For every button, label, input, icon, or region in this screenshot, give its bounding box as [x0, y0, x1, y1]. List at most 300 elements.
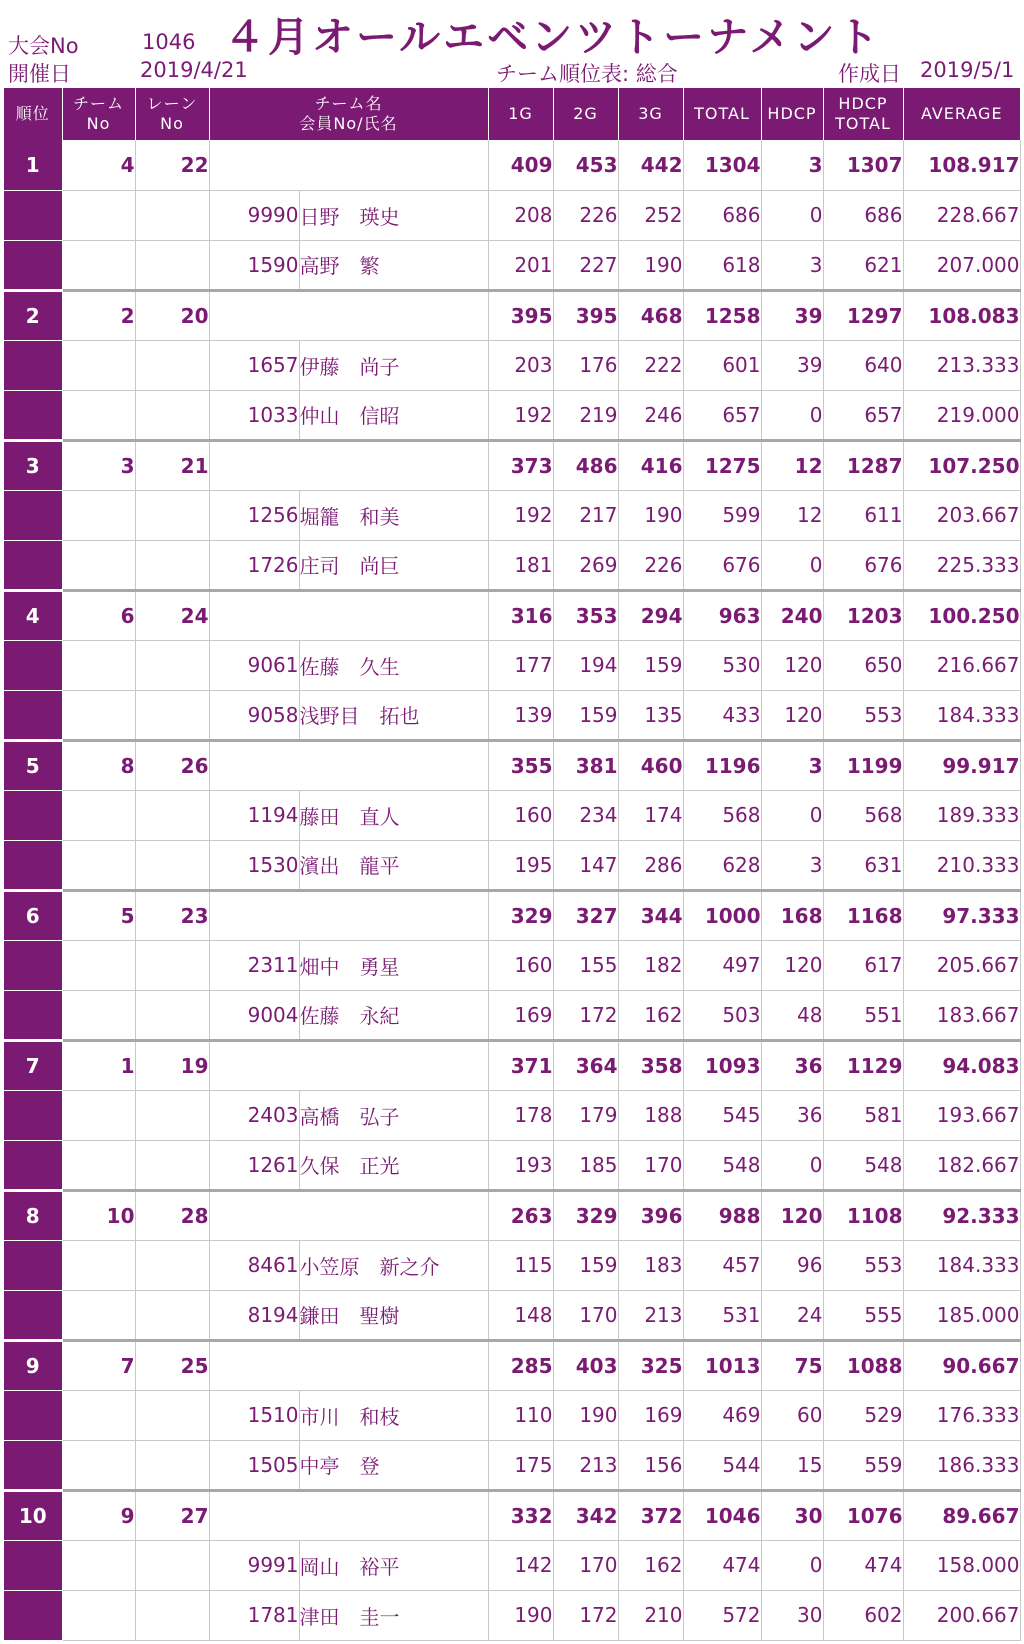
- rank-blank-cell: [4, 190, 62, 240]
- member-g3-cell: 246: [618, 390, 683, 440]
- lane-no-blank-cell: [135, 1590, 209, 1640]
- created-date: 2019/5/1: [920, 58, 1015, 82]
- member-no-cell: 2311: [209, 940, 299, 990]
- lane-no-cell: 24: [135, 590, 209, 640]
- team-row: [4, 140, 1020, 190]
- member-row: [4, 990, 1020, 1040]
- lane-no-blank-cell: [135, 240, 209, 290]
- rank-blank-cell: [4, 1290, 62, 1340]
- member-g2-cell: 194: [553, 640, 618, 690]
- member-total-cell: 457: [683, 1240, 761, 1290]
- member-hdcp-cell: 15: [761, 1440, 823, 1490]
- member-g3-cell: 169: [618, 1390, 683, 1440]
- member-hdcp-total-cell: 568: [823, 790, 903, 840]
- member-hdcp-total-cell: 676: [823, 540, 903, 590]
- member-hdcp-total-cell: 555: [823, 1290, 903, 1340]
- lane-no-blank-cell: [135, 790, 209, 840]
- team-g2-cell: 395: [553, 290, 618, 340]
- member-no-cell: 9004: [209, 990, 299, 1040]
- team-name-cell: [209, 1340, 488, 1390]
- member-average-cell: 225.333: [903, 540, 1020, 590]
- member-no-cell: 1033: [209, 390, 299, 440]
- team-hdcp-total-cell: 1088: [823, 1340, 903, 1390]
- member-hdcp-total-cell: 474: [823, 1540, 903, 1590]
- member-average-cell: 184.333: [903, 1240, 1020, 1290]
- lane-no-cell: 23: [135, 890, 209, 940]
- team-g3-cell: 468: [618, 290, 683, 340]
- rank-cell: 4: [4, 590, 62, 640]
- member-no-cell: 9061: [209, 640, 299, 690]
- lane-no-blank-cell: [135, 640, 209, 690]
- team-no-blank-cell: [62, 1240, 135, 1290]
- member-g3-cell: 188: [618, 1090, 683, 1140]
- lane-no-blank-cell: [135, 1390, 209, 1440]
- member-total-cell: 531: [683, 1290, 761, 1340]
- rank-cell: 6: [4, 890, 62, 940]
- rank-blank-cell: [4, 790, 62, 840]
- team-no-blank-cell: [62, 240, 135, 290]
- member-g2-cell: 227: [553, 240, 618, 290]
- member-g3-cell: 190: [618, 490, 683, 540]
- rank-blank-cell: [4, 690, 62, 740]
- member-no-cell: 8194: [209, 1290, 299, 1340]
- member-name-cell: 仲山 信昭: [299, 390, 488, 440]
- member-g2-cell: 226: [553, 190, 618, 240]
- member-g3-cell: 252: [618, 190, 683, 240]
- column-header-g1: 1G: [488, 88, 553, 140]
- column-header-total: TOTAL: [683, 88, 761, 140]
- member-g1-cell: 178: [488, 1090, 553, 1140]
- team-hdcp-cell: 75: [761, 1340, 823, 1390]
- team-name-cell: [209, 1490, 488, 1540]
- rank-cell: 8: [4, 1190, 62, 1240]
- member-row: [4, 1390, 1020, 1440]
- team-g2-cell: 403: [553, 1340, 618, 1390]
- rank-cell: 2: [4, 290, 62, 340]
- member-average-cell: 219.000: [903, 390, 1020, 440]
- member-total-cell: 548: [683, 1140, 761, 1190]
- member-row: [4, 1540, 1020, 1590]
- team-hdcp-total-cell: 1307: [823, 140, 903, 190]
- member-g1-cell: 142: [488, 1540, 553, 1590]
- member-name-cell: 藤田 直人: [299, 790, 488, 840]
- member-row: [4, 640, 1020, 690]
- lane-no-blank-cell: [135, 1290, 209, 1340]
- member-row: [4, 340, 1020, 390]
- rank-cell: 10: [4, 1490, 62, 1540]
- date-label: 開催日: [8, 62, 71, 86]
- column-header-team-no: チーム No: [62, 88, 135, 140]
- member-g1-cell: 160: [488, 790, 553, 840]
- team-g3-cell: 344: [618, 890, 683, 940]
- team-ranking-table: [4, 88, 1021, 1641]
- team-name-cell: [209, 590, 488, 640]
- team-average-cell: 99.917: [903, 740, 1020, 790]
- team-hdcp-total-cell: 1108: [823, 1190, 903, 1240]
- team-g3-cell: 325: [618, 1340, 683, 1390]
- team-name-cell: [209, 1040, 488, 1090]
- team-no-cell: 5: [62, 890, 135, 940]
- member-row: [4, 1240, 1020, 1290]
- member-hdcp-total-cell: 631: [823, 840, 903, 890]
- team-g2-cell: 486: [553, 440, 618, 490]
- team-no-cell: 4: [62, 140, 135, 190]
- member-average-cell: 228.667: [903, 190, 1020, 240]
- team-g3-cell: 396: [618, 1190, 683, 1240]
- lane-no-blank-cell: [135, 390, 209, 440]
- member-g3-cell: 210: [618, 1590, 683, 1640]
- member-g1-cell: 192: [488, 390, 553, 440]
- member-no-cell: 1590: [209, 240, 299, 290]
- member-average-cell: 207.000: [903, 240, 1020, 290]
- member-hdcp-total-cell: 650: [823, 640, 903, 690]
- team-row: [4, 740, 1020, 790]
- team-no-blank-cell: [62, 790, 135, 840]
- team-no-blank-cell: [62, 340, 135, 390]
- lane-no-blank-cell: [135, 1140, 209, 1190]
- member-g1-cell: 192: [488, 490, 553, 540]
- member-row: [4, 1440, 1020, 1490]
- column-header-hdcp-total: HDCP TOTAL: [823, 88, 903, 140]
- member-name-cell: 高野 繁: [299, 240, 488, 290]
- team-no-blank-cell: [62, 690, 135, 740]
- member-average-cell: 213.333: [903, 340, 1020, 390]
- team-hdcp-cell: 12: [761, 440, 823, 490]
- member-g1-cell: 208: [488, 190, 553, 240]
- member-row: [4, 490, 1020, 540]
- member-total-cell: 433: [683, 690, 761, 740]
- team-hdcp-cell: 3: [761, 140, 823, 190]
- member-row: [4, 190, 1020, 240]
- rank-blank-cell: [4, 840, 62, 890]
- member-hdcp-cell: 120: [761, 690, 823, 740]
- team-no-cell: 9: [62, 1490, 135, 1540]
- member-g1-cell: 110: [488, 1390, 553, 1440]
- team-row: [4, 1040, 1020, 1090]
- lane-no-cell: 21: [135, 440, 209, 490]
- member-g3-cell: 286: [618, 840, 683, 890]
- member-hdcp-cell: 96: [761, 1240, 823, 1290]
- team-hdcp-total-cell: 1129: [823, 1040, 903, 1090]
- member-g2-cell: 219: [553, 390, 618, 440]
- member-average-cell: 210.333: [903, 840, 1020, 890]
- team-total-cell: 1093: [683, 1040, 761, 1090]
- column-header-hdcp: HDCP: [761, 88, 823, 140]
- member-g3-cell: 226: [618, 540, 683, 590]
- lane-no-cell: 28: [135, 1190, 209, 1240]
- team-row: [4, 1190, 1020, 1240]
- member-g3-cell: 135: [618, 690, 683, 740]
- member-g1-cell: 190: [488, 1590, 553, 1640]
- column-header-lane-no: レーン No: [135, 88, 209, 140]
- rank-cell: 3: [4, 440, 62, 490]
- team-hdcp-cell: 36: [761, 1040, 823, 1090]
- rank-blank-cell: [4, 940, 62, 990]
- member-g2-cell: 269: [553, 540, 618, 590]
- member-name-cell: 畑中 勇星: [299, 940, 488, 990]
- member-name-cell: 堀籠 和美: [299, 490, 488, 540]
- member-no-cell: 1261: [209, 1140, 299, 1190]
- member-g2-cell: 159: [553, 690, 618, 740]
- member-g2-cell: 217: [553, 490, 618, 540]
- member-g2-cell: 172: [553, 1590, 618, 1640]
- rank-cell: 9: [4, 1340, 62, 1390]
- member-average-cell: 216.667: [903, 640, 1020, 690]
- member-total-cell: 474: [683, 1540, 761, 1590]
- rank-blank-cell: [4, 1090, 62, 1140]
- column-header-g2: 2G: [553, 88, 618, 140]
- member-row: [4, 1290, 1020, 1340]
- team-name-cell: [209, 740, 488, 790]
- member-row: [4, 540, 1020, 590]
- team-no-blank-cell: [62, 1090, 135, 1140]
- member-g1-cell: 160: [488, 940, 553, 990]
- member-row: [4, 940, 1020, 990]
- team-average-cell: 107.250: [903, 440, 1020, 490]
- team-hdcp-cell: 240: [761, 590, 823, 640]
- team-g3-cell: 460: [618, 740, 683, 790]
- tournament-no-label: 大会No: [8, 34, 79, 58]
- member-average-cell: 189.333: [903, 790, 1020, 840]
- team-g1-cell: 316: [488, 590, 553, 640]
- team-g2-cell: 342: [553, 1490, 618, 1540]
- team-row: [4, 890, 1020, 940]
- lane-no-blank-cell: [135, 1440, 209, 1490]
- team-no-blank-cell: [62, 640, 135, 690]
- column-header-name: チーム名 会員No/氏名: [209, 88, 488, 140]
- team-no-blank-cell: [62, 1290, 135, 1340]
- member-g3-cell: 174: [618, 790, 683, 840]
- member-total-cell: 503: [683, 990, 761, 1040]
- team-name-cell: [209, 140, 488, 190]
- member-g1-cell: 203: [488, 340, 553, 390]
- team-average-cell: 89.667: [903, 1490, 1020, 1540]
- lane-no-cell: 26: [135, 740, 209, 790]
- team-g1-cell: 373: [488, 440, 553, 490]
- team-no-cell: 6: [62, 590, 135, 640]
- member-hdcp-cell: 0: [761, 1140, 823, 1190]
- member-hdcp-cell: 60: [761, 1390, 823, 1440]
- member-name-cell: 伊藤 尚子: [299, 340, 488, 390]
- member-average-cell: 182.667: [903, 1140, 1020, 1190]
- rank-cell: 7: [4, 1040, 62, 1090]
- member-row: [4, 1590, 1020, 1640]
- member-hdcp-cell: 120: [761, 940, 823, 990]
- member-no-cell: 8461: [209, 1240, 299, 1290]
- team-name-cell: [209, 440, 488, 490]
- team-no-blank-cell: [62, 1140, 135, 1190]
- member-hdcp-cell: 24: [761, 1290, 823, 1340]
- rank-blank-cell: [4, 540, 62, 590]
- member-total-cell: 618: [683, 240, 761, 290]
- team-average-cell: 108.083: [903, 290, 1020, 340]
- member-hdcp-total-cell: 617: [823, 940, 903, 990]
- member-g3-cell: 156: [618, 1440, 683, 1490]
- member-average-cell: 200.667: [903, 1590, 1020, 1640]
- member-name-cell: 小笠原 新之介: [299, 1240, 488, 1290]
- member-total-cell: 599: [683, 490, 761, 540]
- member-g1-cell: 115: [488, 1240, 553, 1290]
- member-g3-cell: 162: [618, 1540, 683, 1590]
- member-name-cell: 岡山 裕平: [299, 1540, 488, 1590]
- member-average-cell: 193.667: [903, 1090, 1020, 1140]
- member-no-cell: 1510: [209, 1390, 299, 1440]
- team-name-cell: [209, 290, 488, 340]
- member-hdcp-total-cell: 553: [823, 690, 903, 740]
- member-g3-cell: 222: [618, 340, 683, 390]
- member-hdcp-cell: 3: [761, 240, 823, 290]
- team-hdcp-total-cell: 1297: [823, 290, 903, 340]
- team-no-cell: 8: [62, 740, 135, 790]
- member-g3-cell: 162: [618, 990, 683, 1040]
- team-no-blank-cell: [62, 190, 135, 240]
- team-hdcp-cell: 3: [761, 740, 823, 790]
- member-g3-cell: 182: [618, 940, 683, 990]
- tournament-no: 1046: [142, 30, 196, 54]
- team-g1-cell: 285: [488, 1340, 553, 1390]
- member-hdcp-cell: 120: [761, 640, 823, 690]
- team-no-blank-cell: [62, 1440, 135, 1490]
- team-row: [4, 290, 1020, 340]
- team-average-cell: 97.333: [903, 890, 1020, 940]
- member-row: [4, 390, 1020, 440]
- member-row: [4, 240, 1020, 290]
- member-no-cell: 1657: [209, 340, 299, 390]
- team-g2-cell: 364: [553, 1040, 618, 1090]
- member-g1-cell: 181: [488, 540, 553, 590]
- member-no-cell: 1726: [209, 540, 299, 590]
- member-hdcp-cell: 39: [761, 340, 823, 390]
- team-hdcp-cell: 168: [761, 890, 823, 940]
- team-row: [4, 440, 1020, 490]
- team-g2-cell: 353: [553, 590, 618, 640]
- member-no-cell: 1256: [209, 490, 299, 540]
- team-no-blank-cell: [62, 940, 135, 990]
- member-row: [4, 1140, 1020, 1190]
- member-hdcp-cell: 0: [761, 540, 823, 590]
- member-no-cell: 1194: [209, 790, 299, 840]
- member-g2-cell: 234: [553, 790, 618, 840]
- team-hdcp-total-cell: 1168: [823, 890, 903, 940]
- member-g1-cell: 195: [488, 840, 553, 890]
- team-total-cell: 988: [683, 1190, 761, 1240]
- member-hdcp-total-cell: 559: [823, 1440, 903, 1490]
- lane-no-blank-cell: [135, 1540, 209, 1590]
- member-hdcp-total-cell: 621: [823, 240, 903, 290]
- lane-no-blank-cell: [135, 540, 209, 590]
- team-total-cell: 1196: [683, 740, 761, 790]
- lane-no-blank-cell: [135, 490, 209, 540]
- team-g1-cell: 332: [488, 1490, 553, 1540]
- member-g2-cell: 155: [553, 940, 618, 990]
- team-average-cell: 90.667: [903, 1340, 1020, 1390]
- member-no-cell: 9058: [209, 690, 299, 740]
- lane-no-blank-cell: [135, 340, 209, 390]
- member-name-cell: 鎌田 聖樹: [299, 1290, 488, 1340]
- team-g2-cell: 329: [553, 1190, 618, 1240]
- member-hdcp-cell: 0: [761, 190, 823, 240]
- member-g2-cell: 170: [553, 1540, 618, 1590]
- member-total-cell: 544: [683, 1440, 761, 1490]
- member-hdcp-total-cell: 553: [823, 1240, 903, 1290]
- rank-cell: 1: [4, 140, 62, 190]
- team-g3-cell: 294: [618, 590, 683, 640]
- member-g1-cell: 148: [488, 1290, 553, 1340]
- rank-blank-cell: [4, 490, 62, 540]
- member-g1-cell: 193: [488, 1140, 553, 1190]
- team-hdcp-total-cell: 1076: [823, 1490, 903, 1540]
- team-hdcp-cell: 39: [761, 290, 823, 340]
- member-hdcp-total-cell: 602: [823, 1590, 903, 1640]
- member-hdcp-cell: 0: [761, 1540, 823, 1590]
- team-no-blank-cell: [62, 1540, 135, 1590]
- lane-no-blank-cell: [135, 840, 209, 890]
- member-hdcp-cell: 0: [761, 790, 823, 840]
- member-hdcp-cell: 3: [761, 840, 823, 890]
- team-g3-cell: 358: [618, 1040, 683, 1090]
- rank-blank-cell: [4, 990, 62, 1040]
- member-average-cell: 183.667: [903, 990, 1020, 1040]
- member-g3-cell: 159: [618, 640, 683, 690]
- member-total-cell: 530: [683, 640, 761, 690]
- team-g1-cell: 409: [488, 140, 553, 190]
- page-title: ４月オールエベンツトーナメント: [224, 13, 882, 61]
- member-name-cell: 浅野目 拓也: [299, 690, 488, 740]
- member-average-cell: 203.667: [903, 490, 1020, 540]
- team-g3-cell: 442: [618, 140, 683, 190]
- lane-no-blank-cell: [135, 1240, 209, 1290]
- member-g2-cell: 159: [553, 1240, 618, 1290]
- lane-no-cell: 25: [135, 1340, 209, 1390]
- member-row: [4, 790, 1020, 840]
- member-average-cell: 185.000: [903, 1290, 1020, 1340]
- lane-no-blank-cell: [135, 940, 209, 990]
- member-average-cell: 186.333: [903, 1440, 1020, 1490]
- team-no-cell: 3: [62, 440, 135, 490]
- member-hdcp-cell: 0: [761, 390, 823, 440]
- member-g1-cell: 175: [488, 1440, 553, 1490]
- rank-blank-cell: [4, 1240, 62, 1290]
- rank-cell: 5: [4, 740, 62, 790]
- team-no-blank-cell: [62, 540, 135, 590]
- member-g3-cell: 170: [618, 1140, 683, 1190]
- member-name-cell: 高橋 弘子: [299, 1090, 488, 1140]
- created-label: 作成日: [838, 62, 901, 86]
- team-no-blank-cell: [62, 1590, 135, 1640]
- member-name-cell: 濱出 龍平: [299, 840, 488, 890]
- rank-blank-cell: [4, 1390, 62, 1440]
- rank-blank-cell: [4, 1140, 62, 1190]
- member-total-cell: 686: [683, 190, 761, 240]
- member-name-cell: 中亭 登: [299, 1440, 488, 1490]
- rank-blank-cell: [4, 1440, 62, 1490]
- member-name-cell: 佐藤 久生: [299, 640, 488, 690]
- member-hdcp-total-cell: 529: [823, 1390, 903, 1440]
- member-g2-cell: 185: [553, 1140, 618, 1190]
- team-total-cell: 1000: [683, 890, 761, 940]
- team-hdcp-cell: 120: [761, 1190, 823, 1240]
- team-g2-cell: 327: [553, 890, 618, 940]
- member-hdcp-cell: 36: [761, 1090, 823, 1140]
- member-g2-cell: 179: [553, 1090, 618, 1140]
- member-no-cell: 1781: [209, 1590, 299, 1640]
- lane-no-cell: 19: [135, 1040, 209, 1090]
- team-row: [4, 1490, 1020, 1540]
- member-g3-cell: 183: [618, 1240, 683, 1290]
- team-no-blank-cell: [62, 490, 135, 540]
- member-g2-cell: 190: [553, 1390, 618, 1440]
- member-total-cell: 497: [683, 940, 761, 990]
